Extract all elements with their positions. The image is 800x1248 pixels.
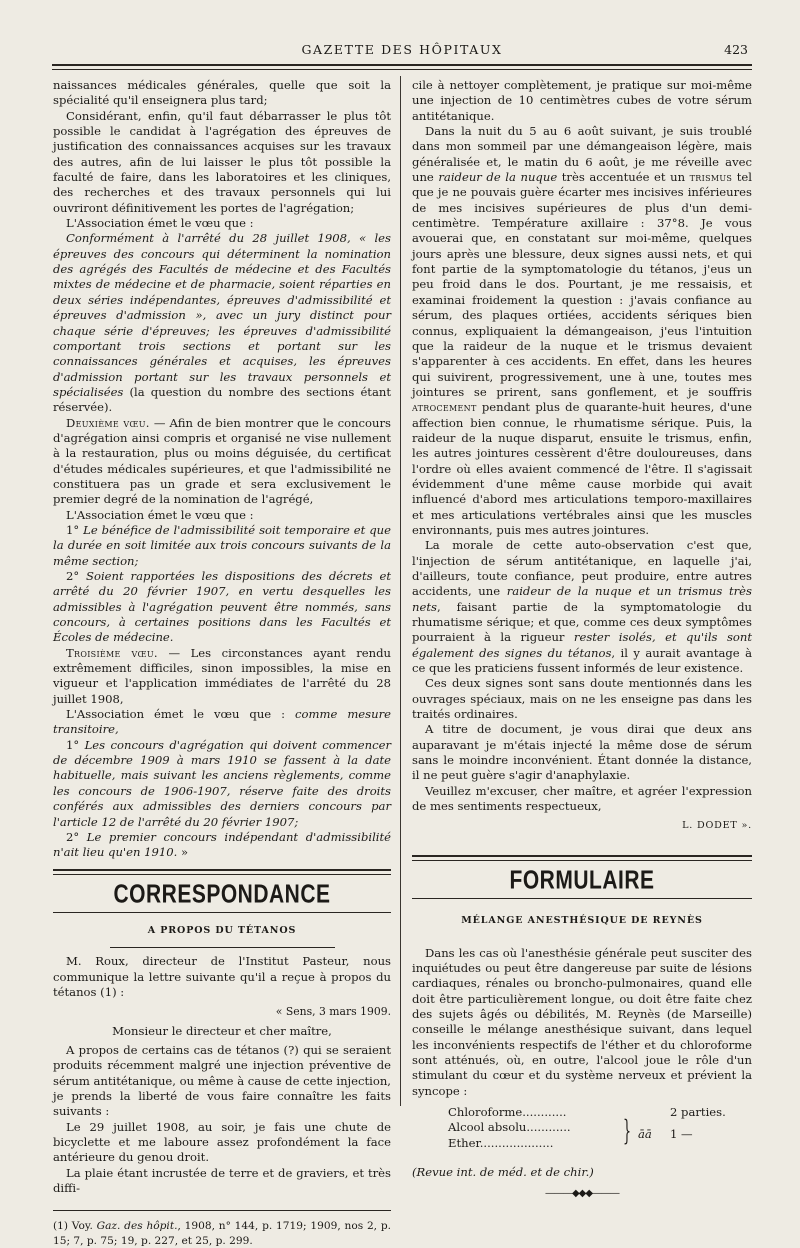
column-divider [400, 76, 401, 1106]
paragraph: Ces deux signes sont sans doute mentionnés dans les ouvrages spéciaux, mais on ne les enseigne pas dans les traités ordinaires. [412, 676, 752, 722]
section-title-correspondance: CORRESPONDANCE [113, 879, 331, 909]
paragraph [53, 830, 391, 861]
left-column [53, 78, 391, 1248]
text: Dans la nuit du 5 au 6 août suivant, je suis troublé dans mon sommeil par une démangeaison légère, mais généralisée et, le matin du 6 août, je me réveille avec une [412, 124, 752, 185]
vow-heading: Deuxième vœu. [66, 415, 150, 430]
brace-glyph: } [623, 1113, 632, 1147]
number: 2° [66, 569, 87, 583]
paragraph: L'Association émet le vœu que : [66, 507, 254, 522]
paragraph [53, 707, 391, 738]
paragraph [53, 646, 391, 707]
italic-text: Le premier concours indépendant d'admissibilité n'ait lieu qu'en 1910. [53, 829, 392, 860]
number: 1° [66, 522, 84, 537]
ingredient: Alcool absolu............ [448, 1120, 571, 1135]
small-caps-text: atrocement [412, 400, 477, 415]
page-header [52, 38, 752, 62]
italic-text: comme mesure transitoire, [53, 707, 391, 737]
ingredient: Ether.................... [448, 1135, 554, 1150]
text: » [177, 845, 189, 860]
recipe-row [448, 1136, 752, 1151]
section-rule-thin [53, 874, 391, 875]
text: L'Association émet le vœu que : [66, 707, 296, 722]
right-column [412, 78, 752, 1202]
paragraph [53, 738, 391, 830]
section-rule [412, 855, 752, 857]
section-rule-thin [412, 860, 752, 861]
paragraph: L'Association émet le vœu que : [66, 216, 254, 231]
paragraph: A propos de certains cas de tétanos (?) qui se seraient produits récemment malgré une injection préventive de sérum antitétanique, ou même à cause de cette injection, je prends la liberté de vous faire connaître les faits suivants : [53, 1042, 391, 1119]
paragraph [412, 124, 752, 538]
recipe-row [448, 1120, 752, 1135]
paragraph [53, 231, 391, 415]
paragraph: Le 29 juillet 1908, au soir, je fais une chute de bicyclette et me laboure assez profondément la face antérieure du genou droit. [53, 1119, 391, 1165]
recipe [448, 1105, 752, 1151]
small-caps-text: trismus [689, 170, 733, 185]
paragraph: cile à nettoyer complètement, je pratique sur moi-même une injection de 10 centimètres cubes de votre sérum antitétanique. [412, 78, 752, 123]
ana-abbreviation: āā [638, 1126, 652, 1141]
header-rule [52, 64, 752, 66]
journal-name: Gaz. des hôpit. [96, 1220, 178, 1233]
paragraph [412, 538, 752, 676]
italic-text: Le bénéfice de l'admissibilité soit temporaire et que la durée en soit limitée aux trois concours suivants de la même section; [53, 522, 392, 568]
text: très accentuée et un [557, 170, 690, 185]
paragraph: M. Roux, directeur de l'Institut Pasteur, nous communique la lettre suivante qu'il a reçue à propos du tétanos (1) : [53, 954, 391, 999]
header-rule-thin [52, 69, 752, 70]
text: tel que je ne pouvais guère écarter mes incisives inférieures de mes incisives supérieures de plus d'un demi-centimètre. Température axillaire : 37°8. Je vous avouerai que, en constatant sur moi-même, quelques jours après une blessure, deux signes aussi nets, et qui font partie de la symptomatologie du tétanos, j'eus un peu froid dans le dos. Pourtant, je me ressaisis, et examinai froidement la question : j'avais confiance au sérum, des plaques ortiées, accidents sériques bien connus, expliquaient la démangeaison, j'eus l'intuition que la raideur de la nuque et le trismus devaient s'apparenter à ces accidents. En effet, dans les heures qui suivirent, progressivement, une à une, toutes mes jointures se prirent, sans gonflement, et je souffris [412, 170, 752, 399]
letter-salutation: Monsieur le directeur et cher maître, [112, 1023, 332, 1038]
paragraph [53, 416, 391, 508]
footnote [53, 1219, 391, 1248]
italic-text: Conformément à l'arrêté du 28 juillet 1908, « les épreuves des concours qui déterminent la nomination des agrégés des Facultés de médecine et des Facultés mixtes de médecine et de pharmacie, soient réparties en deux séries indépendantes, épreuves d'admissibilité et épreuves d'admission », avec un jury distinct pour chaque série d'épreuves; les épreuves d'admissibilité comportant trois sections et portant sur les connaissances générales et acquises, les épreuves d'admission portant sur les travaux personnels et spécialisées [53, 231, 391, 399]
subheading: A PROPOS DU TÉTANOS [147, 924, 297, 936]
source-citation: (Revue int. de méd. et de chir.) [412, 1164, 594, 1179]
paragraph [53, 523, 391, 569]
subheading: MÉLANGE ANESTHÉSIQUE DE REYNÈS [461, 915, 703, 927]
paragraph: La plaie étant incrustée de terre et de graviers, et très diffi- [53, 1165, 391, 1196]
text: , il y aurait avantage à ce que les praticiens fussent informés de leur existence. [412, 645, 753, 676]
section-title-rule [412, 898, 752, 899]
text: (la question du nombre des sections étant réservée). [53, 384, 391, 415]
signature: L. DODET ». [682, 819, 752, 831]
quantity: 2 parties. [670, 1104, 726, 1119]
text: (1) Voy. [53, 1220, 97, 1233]
paragraph: A titre de document, je vous dirai que deux ans auparavant je m'étais injecté la même dose de sérum sans le moindre inconvénient. Étant donnée la distance, il ne peut guère s'agir d'anaphylaxie. [412, 722, 752, 783]
italic-text: raideur de la nuque [438, 170, 558, 185]
section-title-formulaire: FORMULAIRE [509, 866, 655, 895]
italic-text: Les concours d'agrégation qui doivent commencer de décembre 1909 à mars 1910 se fassent à la date habituelle, mais suivant les anciens règlements, comme les concours de 1906-1907, réserve faite des droits conférés aux admissibles des derniers concours par l'article 12 de l'arrêté du 20 février 1907; [53, 737, 391, 829]
section-rule [53, 869, 391, 871]
recipe-row [448, 1105, 752, 1120]
italic-text: rester isolés, et qu'ils sont également des signes du tétanos [412, 630, 753, 660]
section-title-rule [53, 912, 391, 913]
italic-text: raideur de la nuque et un trismus très nets [412, 584, 752, 614]
text: pendant plus de quarante-huit heures, d'une affection bien connue, le rhumatisme sérique. Puis, la raideur de la nuque disparut, ensuite le trismus, enfin, les autres jointures cessèrent d'être douloureuses, dans l'ordre où elles avaient commencé de l'être. Il s'agissait évidemment d'une même cause morbide qui avait influencé d'abord mes articulations temporo-maxillaires et mes articulations vertébrales ainsi que les muscles environnants, puis mes autres jointures. [412, 400, 752, 537]
footnote-rule [53, 1210, 391, 1211]
number: 2° [66, 829, 87, 844]
ingredient: Chloroforme............ [448, 1104, 567, 1119]
ornament-divider: ———◆◆◆——— [544, 1188, 620, 1200]
italic-text: Soient rapportées les dispositions des décrets et arrêté du 20 février 1907, en vertu desquelles les admissibles à l'agrégation peuvent être nommés, sans concours, à certaines positions dans les Facultés et Écoles de médecine. [53, 569, 391, 645]
paragraph [53, 569, 391, 646]
text: — Afin de bien montrer que le concours d'agrégation ainsi compris et organisé ne vise nullement à la restauration, plus ou moins déguisée, du certificat d'études médicales supérieures, et que l'admissibilité ne constituera pas un grade et sera exclusivement le premier degré de la nomination de l'agrégé, [53, 415, 391, 507]
paragraph: naissances médicales générales, quelle que soit la spécialité qu'il enseignera plus tard; [53, 78, 391, 108]
text: — Les circonstances ayant rendu extrêmement difficiles, sinon impossibles, la mise en vigueur et l'application immédiates de l'arrêté du 28 juillet 1908, [53, 645, 391, 706]
paragraph: Veuillez m'excuser, cher maître, et agréer l'expression de mes sentiments respectueux, [412, 783, 752, 814]
text: , faisant partie de la symptomatologie du rhumatisme sérique; et que, comme ces deux symptômes pourraient à la rigueur [412, 599, 752, 645]
number: 1° [66, 737, 85, 752]
quantity: 1 — [670, 1126, 693, 1141]
letter-dateline: « Sens, 3 mars 1909. [275, 1005, 391, 1019]
paragraph: Considérant, enfin, qu'il faut débarrasser le plus tôt possible le candidat à l'agrégation des épreuves de justification des connaissances acquises sur les travaux des autres, afin de lui laisser le plus tôt possible la faculté de faire, dans les laboratoires et les cliniques, des recherches et des travaux personnels qui lui ouvriront définitivement les portes de l'agrégation; [53, 108, 391, 215]
vow-heading: Troisième vœu. [66, 645, 158, 660]
text: La morale de cette auto-observation c'est que, l'injection de sérum antitétanique, en laquelle j'ai, d'ailleurs, toute confiance, peut produire, entre autres accidents, une [412, 538, 752, 599]
running-title: GAZETTE DES HÔPITAUX [301, 42, 503, 57]
paragraph: Dans les cas où l'anesthésie générale peut susciter des inquiétudes ou peut être dangereuse par suite de lésions cardiaques, rénales ou broncho-pulmonaires, quand elle doit être particulièrement longue, ou doit être faite chez des sujets âgés ou débilités, M. Reynès (de Marseille) conseille le mélange anesthésique suivant, dans lequel les inconvénients respectifs de l'éther et du chloroforme sont atténués, où, en outre, l'alcool joue le rôle d'un stimulant du cœur et du système nerveux et prévient la syncope : [412, 945, 752, 1098]
text: , 1908, n° 144, p. 1719; 1909, nos 2, p. 15; 7, p. 75; 19, p. 227, et 25, p. 299. [53, 1220, 391, 1247]
page-number: 423 [724, 42, 748, 57]
